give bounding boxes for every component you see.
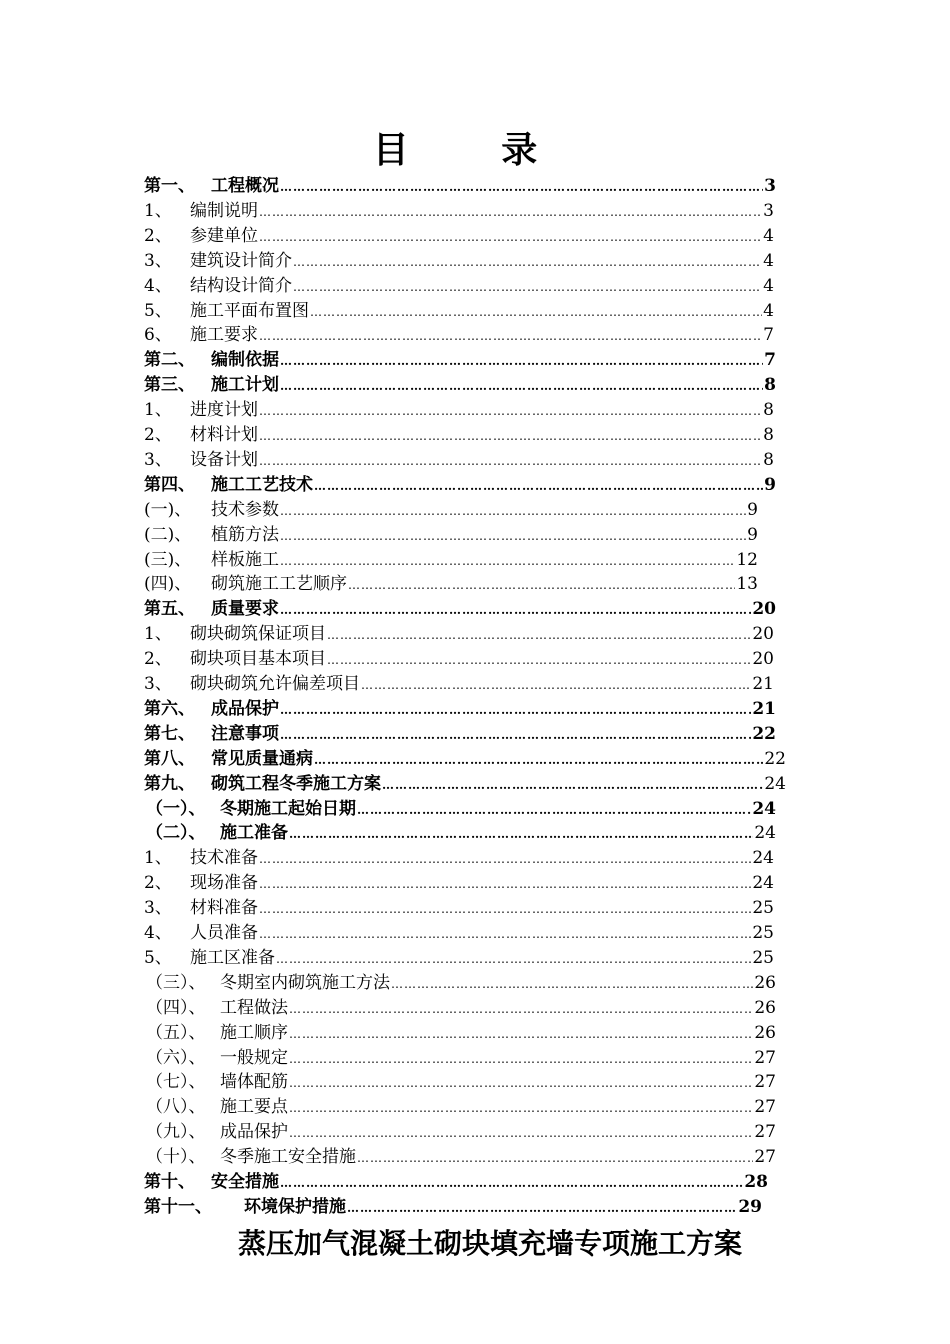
- toc-entry-number: 2、: [144, 425, 172, 445]
- toc-entry-text: 冬期施工起始日期: [220, 798, 356, 819]
- toc-entry-text: 施工工艺技术: [211, 474, 313, 495]
- toc-entry-page: 27: [754, 1097, 776, 1118]
- toc-entry-page: 20: [752, 624, 774, 645]
- toc-entry: [144, 572, 758, 597]
- toc-entry: [144, 174, 776, 199]
- toc-entry-text: 质量要求: [211, 599, 279, 620]
- toc-entry-page: 24: [752, 848, 774, 869]
- toc-leader-dots: [259, 225, 762, 250]
- toc-entry-page: 22: [752, 723, 776, 744]
- toc-entry-page: 13: [736, 574, 758, 595]
- toc-entry-number: （三）、: [146, 972, 206, 993]
- toc-entry-page: 26: [754, 972, 776, 993]
- toc-entry-number: 2、: [144, 649, 172, 670]
- toc-entry: [144, 523, 758, 548]
- toc-leader-dots: [259, 897, 751, 922]
- toc-entry-text: 材料计划: [190, 425, 258, 445]
- toc-entry-number: 第九、: [144, 773, 195, 794]
- toc-leader-dots: [289, 1047, 753, 1072]
- toc-entry-text: 冬期室内砌筑施工方法: [220, 972, 390, 993]
- toc-entry-page: 20: [752, 649, 774, 670]
- document-title: 蒸压加气混凝土砌块填充墙专项施工方案: [237, 1227, 742, 1260]
- toc-entry-number: 第十、: [144, 1172, 195, 1192]
- toc-entry: [144, 498, 758, 523]
- toc-leader-dots: [280, 374, 763, 399]
- toc-entry-page: 25: [752, 923, 774, 943]
- toc-entry: [144, 373, 776, 398]
- toc-entry: [144, 323, 774, 348]
- toc-entry-page: 4: [763, 250, 774, 271]
- toc-leader-dots: [289, 1096, 753, 1121]
- toc-entry-number: （七）、: [146, 1072, 206, 1093]
- toc-entry-number: 1、: [144, 200, 172, 221]
- toc-entry-number: 1、: [144, 400, 172, 421]
- toc-entry-number: （九）、: [146, 1122, 206, 1143]
- toc-entry-number: 第四、: [144, 474, 195, 495]
- toc-entry: [144, 548, 758, 573]
- toc-entry-text: 工程概况: [211, 176, 279, 196]
- toc-entry-text: 施工要点: [220, 1097, 288, 1118]
- toc-entry-page: 24: [764, 773, 786, 794]
- toc-entry-number: (四)、: [144, 574, 192, 595]
- toc-entry-page: 3: [764, 176, 776, 196]
- toc-entry-page: 4: [763, 300, 774, 321]
- toc-entry: [144, 199, 774, 224]
- toc-entry-text: 现场准备: [190, 873, 258, 894]
- toc-leader-dots: [280, 598, 751, 623]
- toc-entry-page: 8: [764, 375, 776, 396]
- toc-entry-page: 27: [754, 1122, 776, 1143]
- toc-leader-dots: [293, 275, 762, 300]
- toc-entry-number: 第三、: [144, 375, 195, 396]
- toc-entry-text: 施工平面布置图: [190, 300, 309, 321]
- toc-entry-text: 施工要求: [190, 325, 258, 346]
- toc-entry-number: 1、: [144, 848, 172, 869]
- toc-entry-number: 5、: [144, 947, 172, 968]
- toc-leader-dots: [259, 847, 751, 872]
- toc-entry: [144, 697, 776, 722]
- toc-entry: [144, 224, 774, 249]
- toc-entry-number: （二）、: [146, 823, 206, 844]
- toc-title: 目 录: [372, 129, 578, 171]
- toc-leader-dots: [289, 1071, 753, 1096]
- toc-entry: [144, 647, 774, 672]
- toc-entry-number: (三)、: [144, 549, 192, 570]
- toc-entry: [146, 971, 776, 996]
- toc-entry-text: 成品保护: [211, 698, 279, 719]
- toc-entry-text: 砌块砌筑允许偏差项目: [190, 674, 360, 694]
- toc-entry: [144, 921, 774, 946]
- toc-entry-page: 25: [752, 947, 774, 968]
- toc-entry: [144, 896, 774, 921]
- toc-entry-page: 27: [754, 1047, 776, 1068]
- toc-entry-page: 21: [752, 698, 776, 719]
- toc-entry-number: 第五、: [144, 599, 195, 620]
- toc-entry-page: 24: [754, 823, 776, 844]
- toc-entry: [144, 473, 776, 498]
- toc-entry-text: 人员准备: [190, 923, 258, 943]
- toc-leader-dots: [289, 1121, 753, 1146]
- toc-leader-dots: [391, 972, 753, 997]
- toc-entry-number: 4、: [144, 275, 172, 296]
- toc-leader-dots: [310, 300, 762, 325]
- toc-entry-number: 1、: [144, 624, 172, 645]
- toc-entry-text: 建筑设计简介: [190, 250, 292, 271]
- toc-entry-page: 27: [754, 1147, 776, 1168]
- toc-entry-text: 一般规定: [220, 1047, 288, 1068]
- toc-entry-number: 第十一、: [144, 1196, 212, 1217]
- toc-entry: [144, 772, 786, 797]
- toc-entry-number: （四）、: [146, 997, 206, 1018]
- toc-leader-dots: [361, 673, 751, 698]
- toc-entry-page: 8: [763, 449, 774, 470]
- toc-entry-number: 3、: [144, 449, 172, 470]
- toc-entry-text: 常见质量通病: [211, 748, 313, 769]
- toc-entry-page: 4: [763, 275, 774, 296]
- toc-entry-page: 12: [736, 549, 758, 570]
- toc-entry: [144, 448, 774, 473]
- toc-entry-page: 24: [752, 798, 776, 819]
- toc-entry-number: 4、: [144, 923, 172, 943]
- toc-entry-page: 25: [752, 898, 774, 919]
- toc-entry-number: 第七、: [144, 723, 195, 744]
- toc-entry-page: 4: [763, 225, 774, 246]
- toc-entry-text: 施工准备: [220, 823, 288, 844]
- toc-entry: [144, 348, 776, 373]
- toc-entry-text: 结构设计简介: [190, 275, 292, 296]
- toc-entry-text: 施工顺序: [220, 1022, 288, 1043]
- toc-entry: [144, 846, 774, 871]
- toc-leader-dots: [293, 250, 762, 275]
- toc-entry-number: （十）、: [146, 1147, 206, 1168]
- toc-entry-text: 安全措施: [211, 1172, 279, 1192]
- toc-entry-page: 9: [747, 499, 758, 520]
- toc-entry: [144, 871, 774, 896]
- toc-entry-text: 技术参数: [211, 499, 279, 520]
- toc-leader-dots: [289, 1022, 753, 1047]
- toc-entry-text: 设备计划: [190, 449, 258, 470]
- toc-entry: [146, 996, 776, 1021]
- toc-entry-number: （五）、: [146, 1022, 206, 1043]
- toc-leader-dots: [314, 474, 763, 499]
- toc-entry-number: 3、: [144, 898, 172, 919]
- toc-leader-dots: [382, 773, 763, 798]
- toc-leader-dots: [280, 723, 751, 748]
- toc-entry-number: （八）、: [146, 1097, 206, 1118]
- toc-leader-dots: [280, 499, 746, 524]
- toc-entry-text: 砌块砌筑保证项目: [190, 624, 326, 645]
- toc-entry-number: （六）、: [146, 1047, 206, 1068]
- toc-entry-text: 砌筑施工工艺顺序: [211, 574, 347, 595]
- toc-entry: [144, 274, 774, 299]
- toc-entry-number: 第六、: [144, 698, 195, 719]
- toc-entry-page: 7: [764, 350, 776, 371]
- toc-entry-text: 样板施工: [211, 549, 279, 570]
- toc-entry-number: (二)、: [144, 524, 192, 545]
- toc-entry-text: 砌筑工程冬季施工方案: [211, 773, 381, 794]
- toc-entry-page: 7: [763, 325, 774, 346]
- toc-entry-number: 3、: [144, 674, 172, 694]
- toc-entry-text: 工程做法: [220, 997, 288, 1018]
- toc-entry-page: 21: [752, 674, 774, 694]
- toc-leader-dots: [280, 175, 763, 200]
- toc-entry-page: 8: [763, 400, 774, 421]
- toc-entry-page: 22: [764, 748, 786, 769]
- toc-entry-text: 植筋方法: [211, 524, 279, 545]
- toc-leader-dots: [289, 822, 753, 847]
- toc-leader-dots: [280, 524, 746, 549]
- toc-entry: [144, 672, 774, 697]
- toc-entry: [144, 398, 774, 423]
- toc-leader-dots: [348, 573, 735, 598]
- toc-entry: [144, 597, 776, 622]
- toc-entry-text: 成品保护: [220, 1122, 288, 1143]
- toc-leader-dots: [259, 324, 762, 349]
- toc-entry: [144, 249, 774, 274]
- toc-entry: [146, 1021, 776, 1046]
- toc-entry: [146, 1095, 776, 1120]
- toc-entry-text: 技术准备: [190, 848, 258, 869]
- toc-entry-text: 材料准备: [190, 898, 258, 919]
- toc-entry-number: 3、: [144, 250, 172, 271]
- toc-entry-page: 3: [763, 200, 774, 221]
- toc-entry: [146, 821, 776, 846]
- toc-leader-dots: [259, 922, 751, 947]
- toc-entry: [144, 299, 774, 324]
- toc-entry-page: 26: [754, 1022, 776, 1043]
- toc-entry: [144, 622, 774, 647]
- toc-entry-number: 5、: [144, 300, 172, 321]
- toc-entry: [146, 1120, 776, 1145]
- toc-entry-page: 20: [752, 599, 776, 620]
- toc-entry-page: 9: [764, 474, 776, 495]
- toc-leader-dots: [314, 748, 763, 773]
- toc-entry-number: 2、: [144, 225, 172, 246]
- toc-entry: [144, 946, 774, 971]
- toc-leader-dots: [357, 798, 751, 823]
- toc-entry-number: 第二、: [144, 350, 195, 371]
- toc-entry-page: 8: [763, 425, 774, 445]
- toc-entry: [146, 1046, 776, 1071]
- toc-entry-text: 砌块项目基本项目: [190, 649, 326, 670]
- toc-leader-dots: [259, 399, 762, 424]
- toc-leader-dots: [259, 872, 751, 897]
- toc-entry: [144, 722, 776, 747]
- toc-entry-number: 第八、: [144, 748, 195, 769]
- toc-entry-text: 环境保护措施: [244, 1196, 346, 1217]
- toc-leader-dots: [280, 549, 735, 574]
- toc-entry-text: 注意事项: [211, 723, 279, 744]
- toc-entry: [146, 1145, 776, 1170]
- toc-entry-page: 26: [754, 997, 776, 1018]
- toc-leader-dots: [280, 1171, 743, 1196]
- toc-leader-dots: [259, 424, 762, 449]
- toc-entry: [146, 797, 776, 822]
- toc-entry-text: 施工计划: [211, 375, 279, 396]
- toc-entry-number: 2、: [144, 873, 172, 894]
- toc-entry: [144, 423, 774, 448]
- toc-entry-number: （一）、: [146, 798, 206, 819]
- toc-entry-text: 墙体配筋: [220, 1072, 288, 1093]
- toc-leader-dots: [276, 947, 751, 972]
- toc-entry-number: 6、: [144, 325, 172, 346]
- toc-entry-page: 27: [754, 1072, 776, 1093]
- toc-entry-text: 参建单位: [190, 225, 258, 246]
- toc-leader-dots: [327, 648, 751, 673]
- toc-entry-page: 24: [752, 873, 774, 894]
- toc-entry-number: 第一、: [144, 176, 195, 196]
- toc-entry: [144, 1170, 768, 1195]
- toc-entry-page: 9: [747, 524, 758, 545]
- toc-leader-dots: [280, 349, 763, 374]
- toc-leader-dots: [289, 997, 753, 1022]
- toc-leader-dots: [259, 200, 762, 225]
- toc-entry-text: 编制说明: [190, 200, 258, 221]
- toc-leader-dots: [357, 1146, 753, 1171]
- toc-entry-text: 冬季施工安全措施: [220, 1147, 356, 1168]
- toc-entry-text: 编制依据: [211, 350, 279, 371]
- toc-leader-dots: [280, 698, 751, 723]
- toc-entry: [144, 747, 786, 772]
- toc-entry: [146, 1070, 776, 1095]
- toc-leader-dots: [327, 623, 751, 648]
- toc-leader-dots: [259, 449, 762, 474]
- toc-entry: [144, 1195, 762, 1220]
- toc-leader-dots: [347, 1196, 737, 1221]
- toc-entry-page: 29: [738, 1196, 762, 1217]
- toc-entry-text: 施工区准备: [190, 947, 275, 968]
- toc-entry-text: 进度计划: [190, 400, 258, 421]
- toc-entry-number: (一)、: [144, 499, 192, 520]
- toc-entry-page: 28: [744, 1172, 768, 1192]
